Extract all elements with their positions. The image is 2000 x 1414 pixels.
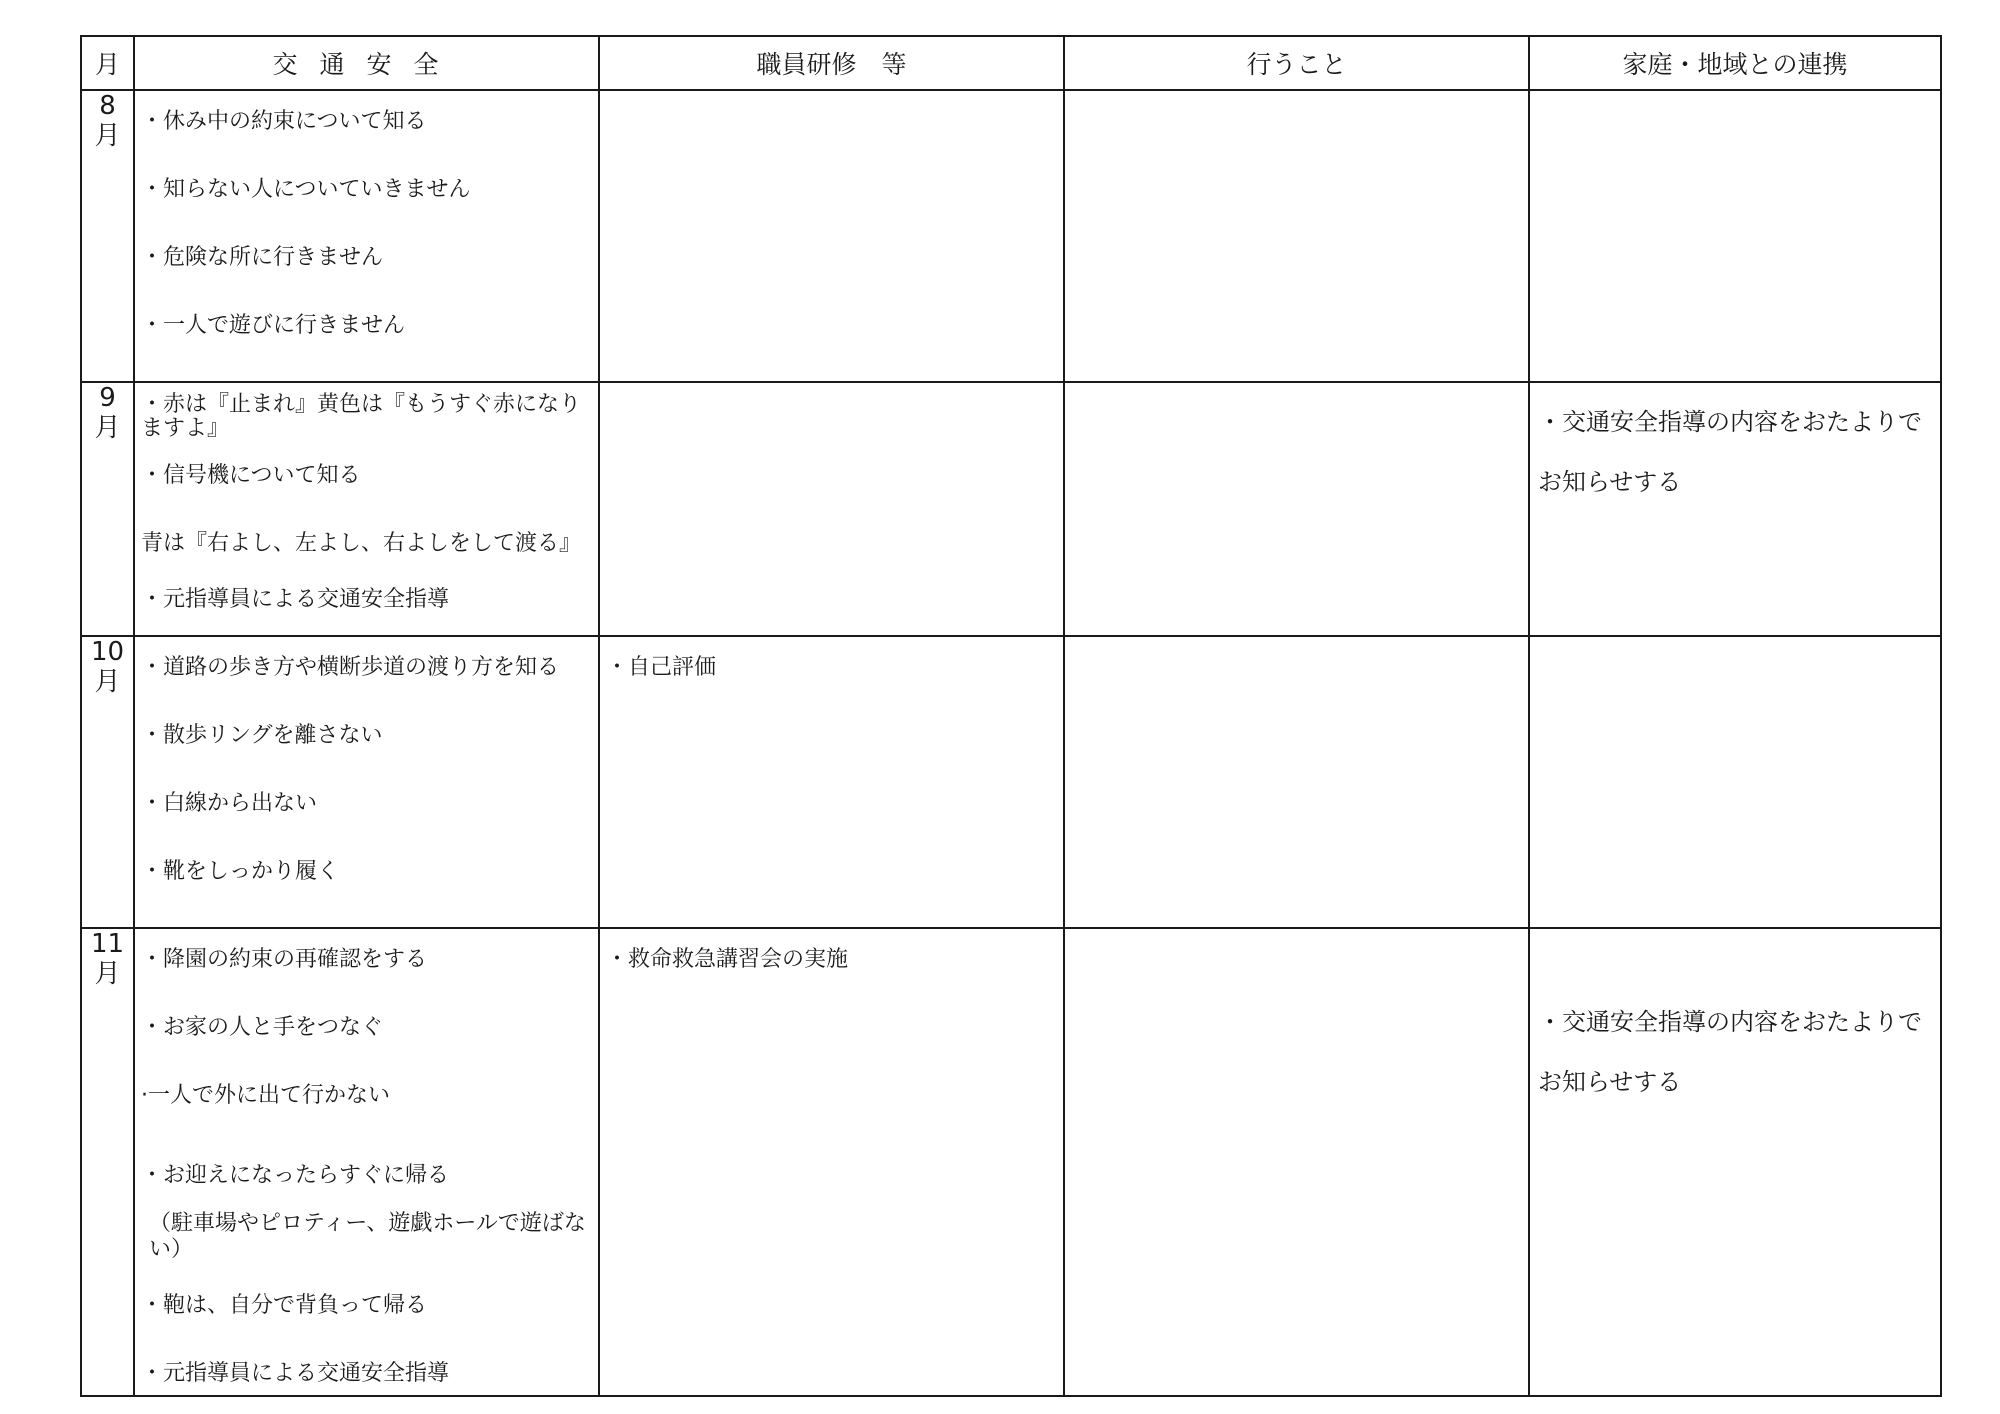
list-item: ・赤は『止まれ』黄色は『もうすぐ赤になりますよ』: [141, 392, 582, 441]
activities-cell: [1064, 636, 1529, 928]
traffic-safety-cell: [134, 382, 599, 636]
table-row-october: [81, 636, 1941, 928]
list-item: ・靴をしっかり履く: [141, 859, 340, 884]
month-unit: 月: [94, 413, 121, 443]
activities-cell: [1064, 90, 1529, 382]
list-item: ・救命救急講習会の実施: [606, 947, 849, 972]
activities-cell: [1064, 382, 1529, 636]
header-traffic-safety: 交通安全: [134, 36, 599, 90]
list-item: ・元指導員による交通安全指導: [141, 587, 450, 612]
list-item: ・白線から出ない: [141, 791, 318, 816]
staff-training-cell: [599, 636, 1064, 928]
header-home-community: 家庭・地域との連携: [1529, 36, 1941, 90]
month-unit: 月: [94, 121, 121, 151]
list-item: ・降園の約束の再確認をする: [141, 947, 428, 972]
month-unit: 月: [94, 667, 121, 697]
month-cell: [81, 382, 134, 636]
staff-training-cell: [599, 928, 1064, 1396]
list-item: ・危険な所に行きません: [141, 245, 384, 270]
staff-training-cell: [599, 90, 1064, 382]
home-community-cell: [1529, 928, 1941, 1396]
list-item: 青は『右よし、左よし、右よしをして渡る』: [141, 531, 582, 556]
home-note-line: ・交通安全指導の内容をおたよりで: [1538, 1008, 1922, 1036]
monthly-plan-table: [80, 35, 1942, 1397]
header-month: 月: [81, 36, 134, 90]
month-unit: 月: [94, 959, 121, 989]
traffic-safety-cell: [134, 90, 599, 382]
staff-training-cell: [599, 382, 1064, 636]
list-item: ・休み中の約束について知る: [141, 109, 427, 134]
header-row: [81, 36, 1941, 90]
list-item-note: （駐車場やピロティー、遊戯ホールで遊ばない）: [149, 1211, 586, 1262]
home-community-cell: [1529, 382, 1941, 636]
header-staff-training: 職員研修 等: [599, 36, 1064, 90]
list-item: ・一人で遊びに行きません: [141, 313, 406, 338]
table-row-november: [81, 928, 1941, 1396]
traffic-safety-cell: [134, 928, 599, 1396]
list-item: ・お迎えになったらすぐに帰る: [141, 1163, 450, 1188]
header-activities: 行うこと: [1064, 36, 1529, 90]
table-row-september: [81, 382, 1941, 636]
list-item: ・道路の歩き方や横断歩道の渡り方を知る: [141, 655, 560, 680]
home-note-line: お知らせする: [1538, 468, 1682, 496]
month-number: 11: [90, 929, 125, 959]
month-cell: [81, 90, 134, 382]
list-item: ・信号機について知る: [141, 463, 361, 488]
traffic-safety-cell: [134, 636, 599, 928]
month-number: 8: [99, 91, 116, 121]
list-item: ・自己評価: [606, 655, 717, 680]
list-item: ・散歩リングを離さない: [141, 723, 383, 748]
activities-cell: [1064, 928, 1529, 1396]
list-item: ・鞄は、自分で背負って帰る: [141, 1293, 428, 1318]
home-note-line: ・交通安全指導の内容をおたよりで: [1538, 408, 1922, 436]
month-cell: [81, 636, 134, 928]
list-item: ·一人で外に出て行かない: [141, 1083, 390, 1108]
home-community-cell: [1529, 636, 1941, 928]
list-item: ・知らない人についていきません: [141, 177, 471, 202]
list-item: ・元指導員による交通安全指導: [141, 1361, 450, 1386]
home-note-line: お知らせする: [1538, 1068, 1682, 1096]
home-community-cell: [1529, 90, 1941, 382]
month-cell: [81, 928, 134, 1396]
month-number: 10: [90, 637, 125, 667]
table-row-august: [81, 90, 1941, 382]
month-number: 9: [99, 383, 116, 413]
list-item: ・お家の人と手をつなぐ: [141, 1015, 384, 1040]
